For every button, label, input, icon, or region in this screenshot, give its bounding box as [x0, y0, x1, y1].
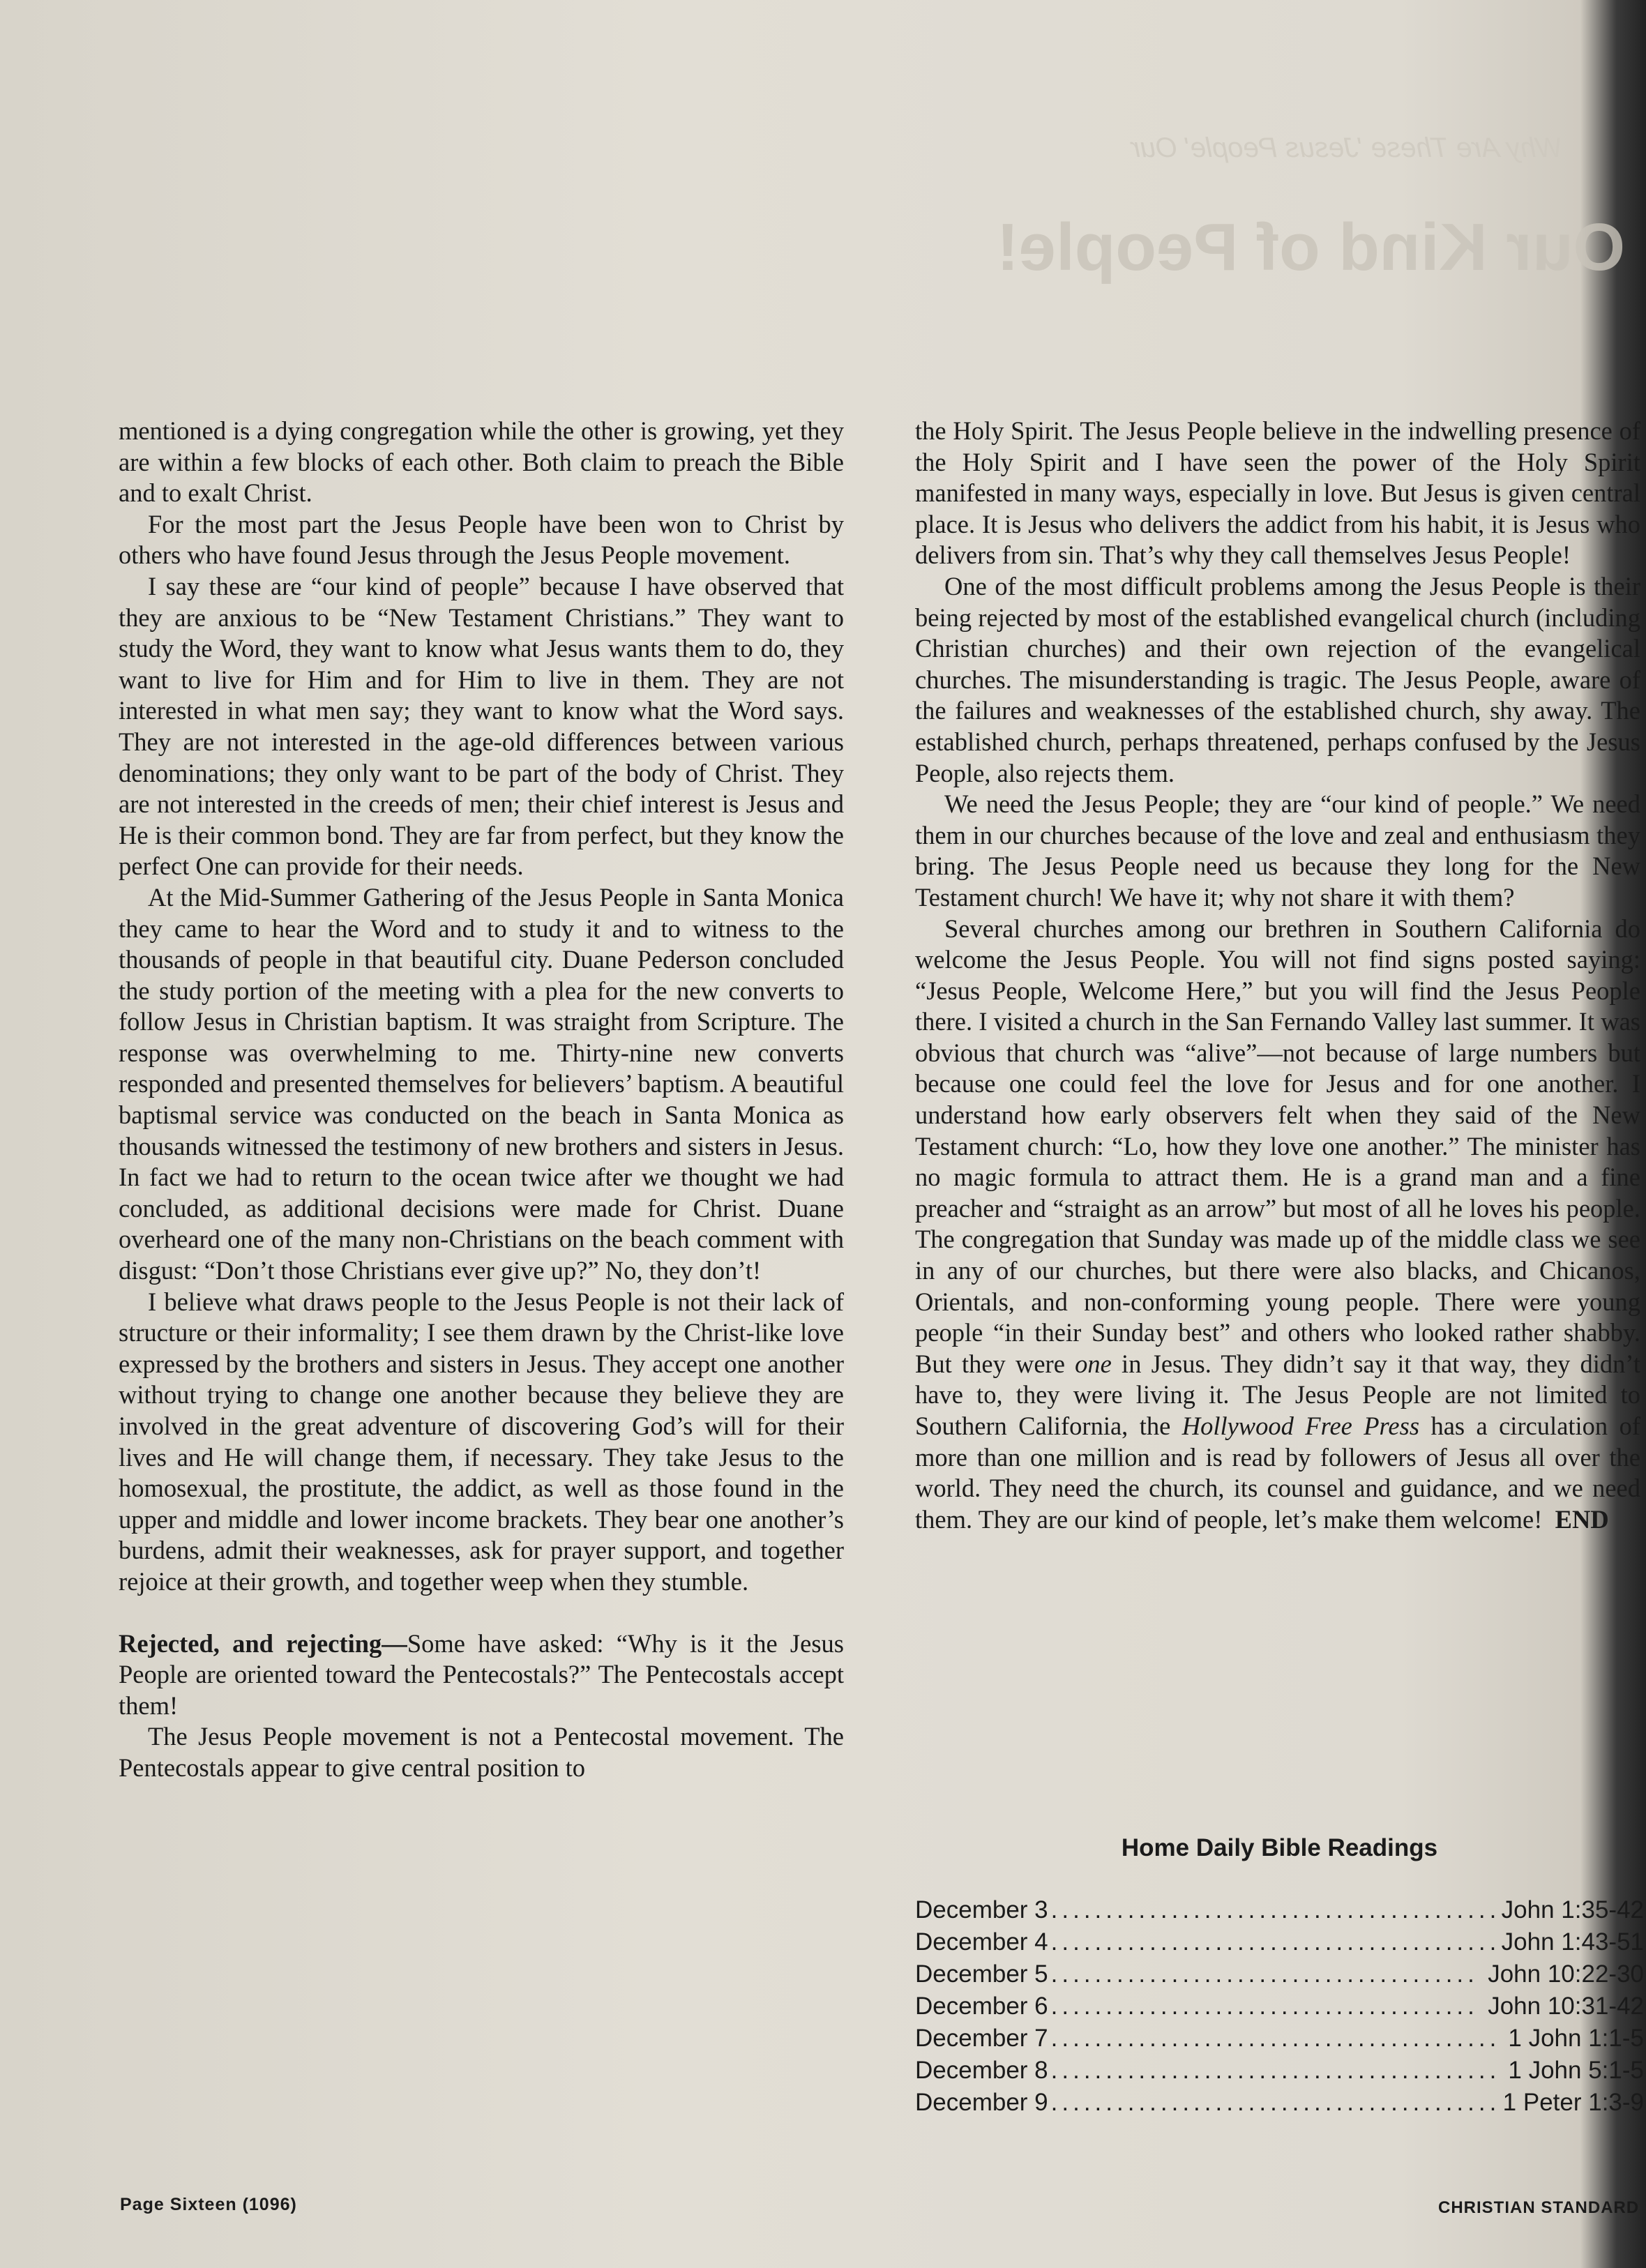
publication-name: CHRISTIAN STANDARD	[1438, 2198, 1640, 2217]
text-run: in Jesus. They didn’t say it that way, they didn’t have to, they were living it. The Jesus People are not limited to Southern California, the	[915, 1349, 1641, 1440]
text-run: has a circulation of more than one million and is read by followers of Jesus all over the world. They need the church, its counsel and guidance, and we need them. They are our kind of people, let’s make them welcome!	[915, 1412, 1640, 1534]
reading-row	[915, 2055, 1644, 2087]
subhead: Rejected, and rejecting—	[119, 1628, 407, 1658]
reading-row	[915, 2087, 1644, 2119]
paragraph: We need the Jesus People; they are “our kind of people.” We need them in our churches because of the love and zeal and enthusiasm they bring. The Jesus People need us because they long for the New Testament church! We have it; why not share it with them?	[915, 789, 1640, 912]
dot-leader	[1051, 2087, 1496, 2119]
reading-reference: John 10:22-30	[1488, 1960, 1644, 1988]
dot-leader	[1051, 2023, 1502, 2055]
reading-reference: 1 John 5:1-5	[1508, 2057, 1644, 2084]
right-column	[915, 416, 1640, 1535]
dot-leader	[1051, 1990, 1481, 2023]
reading-date: December 4	[915, 1928, 1048, 1956]
bible-readings-box	[915, 1834, 1644, 2119]
subhead-text: Some have asked: “Why is it the Jesus People are oriented toward the Pentecostals?” The Pentecostals accept them!	[119, 1628, 844, 1720]
subhead-paragraph	[119, 1628, 844, 1722]
reading-date: December 9	[915, 2089, 1048, 2116]
reading-date: December 6	[915, 1993, 1048, 2020]
reading-row	[915, 2023, 1644, 2055]
paragraph: For the most part the Jesus People have been won to Christ by others who have found Jesus through the Jesus People movement.	[119, 509, 844, 570]
reading-date: December 8	[915, 2057, 1048, 2084]
final-paragraph	[915, 914, 1640, 1536]
show-through-title: Our Kind of People!	[996, 210, 1625, 285]
reading-row	[915, 1894, 1644, 1926]
paragraph: At the Mid-Summer Gathering of the Jesus People in Santa Monica they came to hear the Word and to study it and to witness to the thousands of people in that beautiful city. Duane Pederson concluded the study portion of the meeting with a plea for the new converts to follow Jesus in Christian baptism. It was straight from Scripture. The response was overwhelming to me. Thirty-nine new converts responded and presented themselves for believers’ baptism. A beautiful baptismal service was conducted on the beach in Santa Monica as thousands witnessed the testimony of new brothers and sisters in Jesus. In fact we had to return to the ocean twice after we thought we had concluded, as additional decisions were made for Christ. Duane overheard one of the many non-Christians on the beach comment with disgust: “Don’t those Christians ever give up?” No, they don’t!	[119, 882, 844, 1285]
reading-reference: John 1:35-42	[1501, 1896, 1644, 1923]
newspaper-title: Hollywood Free Press	[1181, 1412, 1420, 1440]
reading-reference: John 1:43-51	[1501, 1928, 1644, 1956]
dot-leader	[1051, 1958, 1481, 1990]
dot-leader	[1051, 1926, 1495, 1958]
reading-reference: 1 John 1:1-5	[1508, 2025, 1644, 2052]
dot-leader	[1051, 2055, 1502, 2087]
page-number-label: Page Sixteen (1096)	[120, 2195, 297, 2214]
reading-reference: John 10:31-42	[1488, 1993, 1644, 2020]
paragraph: mentioned is a dying congregation while the other is growing, yet they are within a few blocks of each other. Both claim to preach the Bible and to exalt Christ.	[119, 416, 844, 508]
paragraph: I say these are “our kind of people” because I have observed that they are anxious to be “New Testament Christians.” They want to study the Word, they want to know what Jesus wants them to do, they want to live for Him and for Him to live in them. They are not interested in what men say; they want to know what the Word says. They are not interested in the age-old differences between various denominations; they only want to be part of the body of Christ. They are not interested in the creeds of men; their chief interest is Jesus and He is their common bond. They are far from perfect, but they know the perfect One can provide for their needs.	[119, 571, 844, 881]
paragraph: the Holy Spirit. The Jesus People believe in the indwelling presence of the Holy Spirit and I have seen the power of the Holy Spirit manifested in many ways, especially in love. But Jesus is given central place. It is Jesus who delivers the addict from his habit, it is Jesus who delivers from sin. That’s why they call themselves Jesus People!	[915, 416, 1640, 570]
reading-date: December 5	[915, 1960, 1048, 1988]
reading-reference: 1 Peter 1:3-9	[1502, 2089, 1644, 2116]
paragraph: The Jesus People movement is not a Pentecostal movement. The Pentecostals appear to give central position to	[119, 1722, 844, 1782]
show-through-kicker: Why Are These 'Jesus People' Our	[1131, 133, 1562, 163]
reading-date: December 3	[915, 1896, 1048, 1923]
paragraph: I believe what draws people to the Jesus People is not their lack of structure or their informality; I see them drawn by the Christ-like love expressed by the brothers and sisters in Jesus. They accept one another without trying to change one another because they believe they are involved in the great adventure of discovering God’s will for their lives and He will change them, if necessary. They take Jesus to the homosexual, the prostitute, the addict, as well as those found in the upper and middle and lower income brackets. They bear one another’s burdens, admit their weaknesses, ask for prayer support, and together rejoice at their growth, and together weep when they stumble.	[119, 1287, 844, 1596]
reading-row	[915, 1926, 1644, 1958]
reading-date: December 7	[915, 2025, 1048, 2052]
end-mark: END	[1555, 1504, 1609, 1534]
paragraph: One of the most difficult problems among the Jesus People is their being rejected by most of the established evangelical church (including Christian churches) and their own rejection of the evangelical churches. The misunderstanding is tragic. The Jesus People, aware of the failures and weaknesses of the established church, shy away. The established church, perhaps threatened, perhaps confused by the Jesus People, also rejects them.	[915, 571, 1640, 787]
readings-title: Home Daily Bible Readings	[1121, 1834, 1438, 1861]
left-column	[119, 416, 844, 1784]
reading-row	[915, 1958, 1644, 1990]
reading-row	[915, 1990, 1644, 2023]
emphasis-one: one	[1075, 1349, 1112, 1378]
dot-leader	[1051, 1894, 1495, 1926]
text-run: Several churches among our brethren in Southern California do welcome the Jesus People. You will not find signs posted saying: “Jesus People, Welcome Here,” but you will find the Jesus People there. I visited a church in the San Fernando Valley last summer. It was obvious that church was “alive”—not because of large numbers but because one could feel the love for Jesus and for one another. I understand how early observers felt when they said of the New Testament church: “Lo, how they love one another.” The minister has no magic formula to attract them. He is a grand man and a fine preacher and “straight as an arrow” but most of all he loves his people. The congregation that Sunday was made up of the middle class we see in any of our churches, but there were also blacks, and Chicanos, Orientals, and non-conforming young people. There were young people “in their Sunday best” and others who looked rather shabby. But they were	[915, 914, 1640, 1378]
